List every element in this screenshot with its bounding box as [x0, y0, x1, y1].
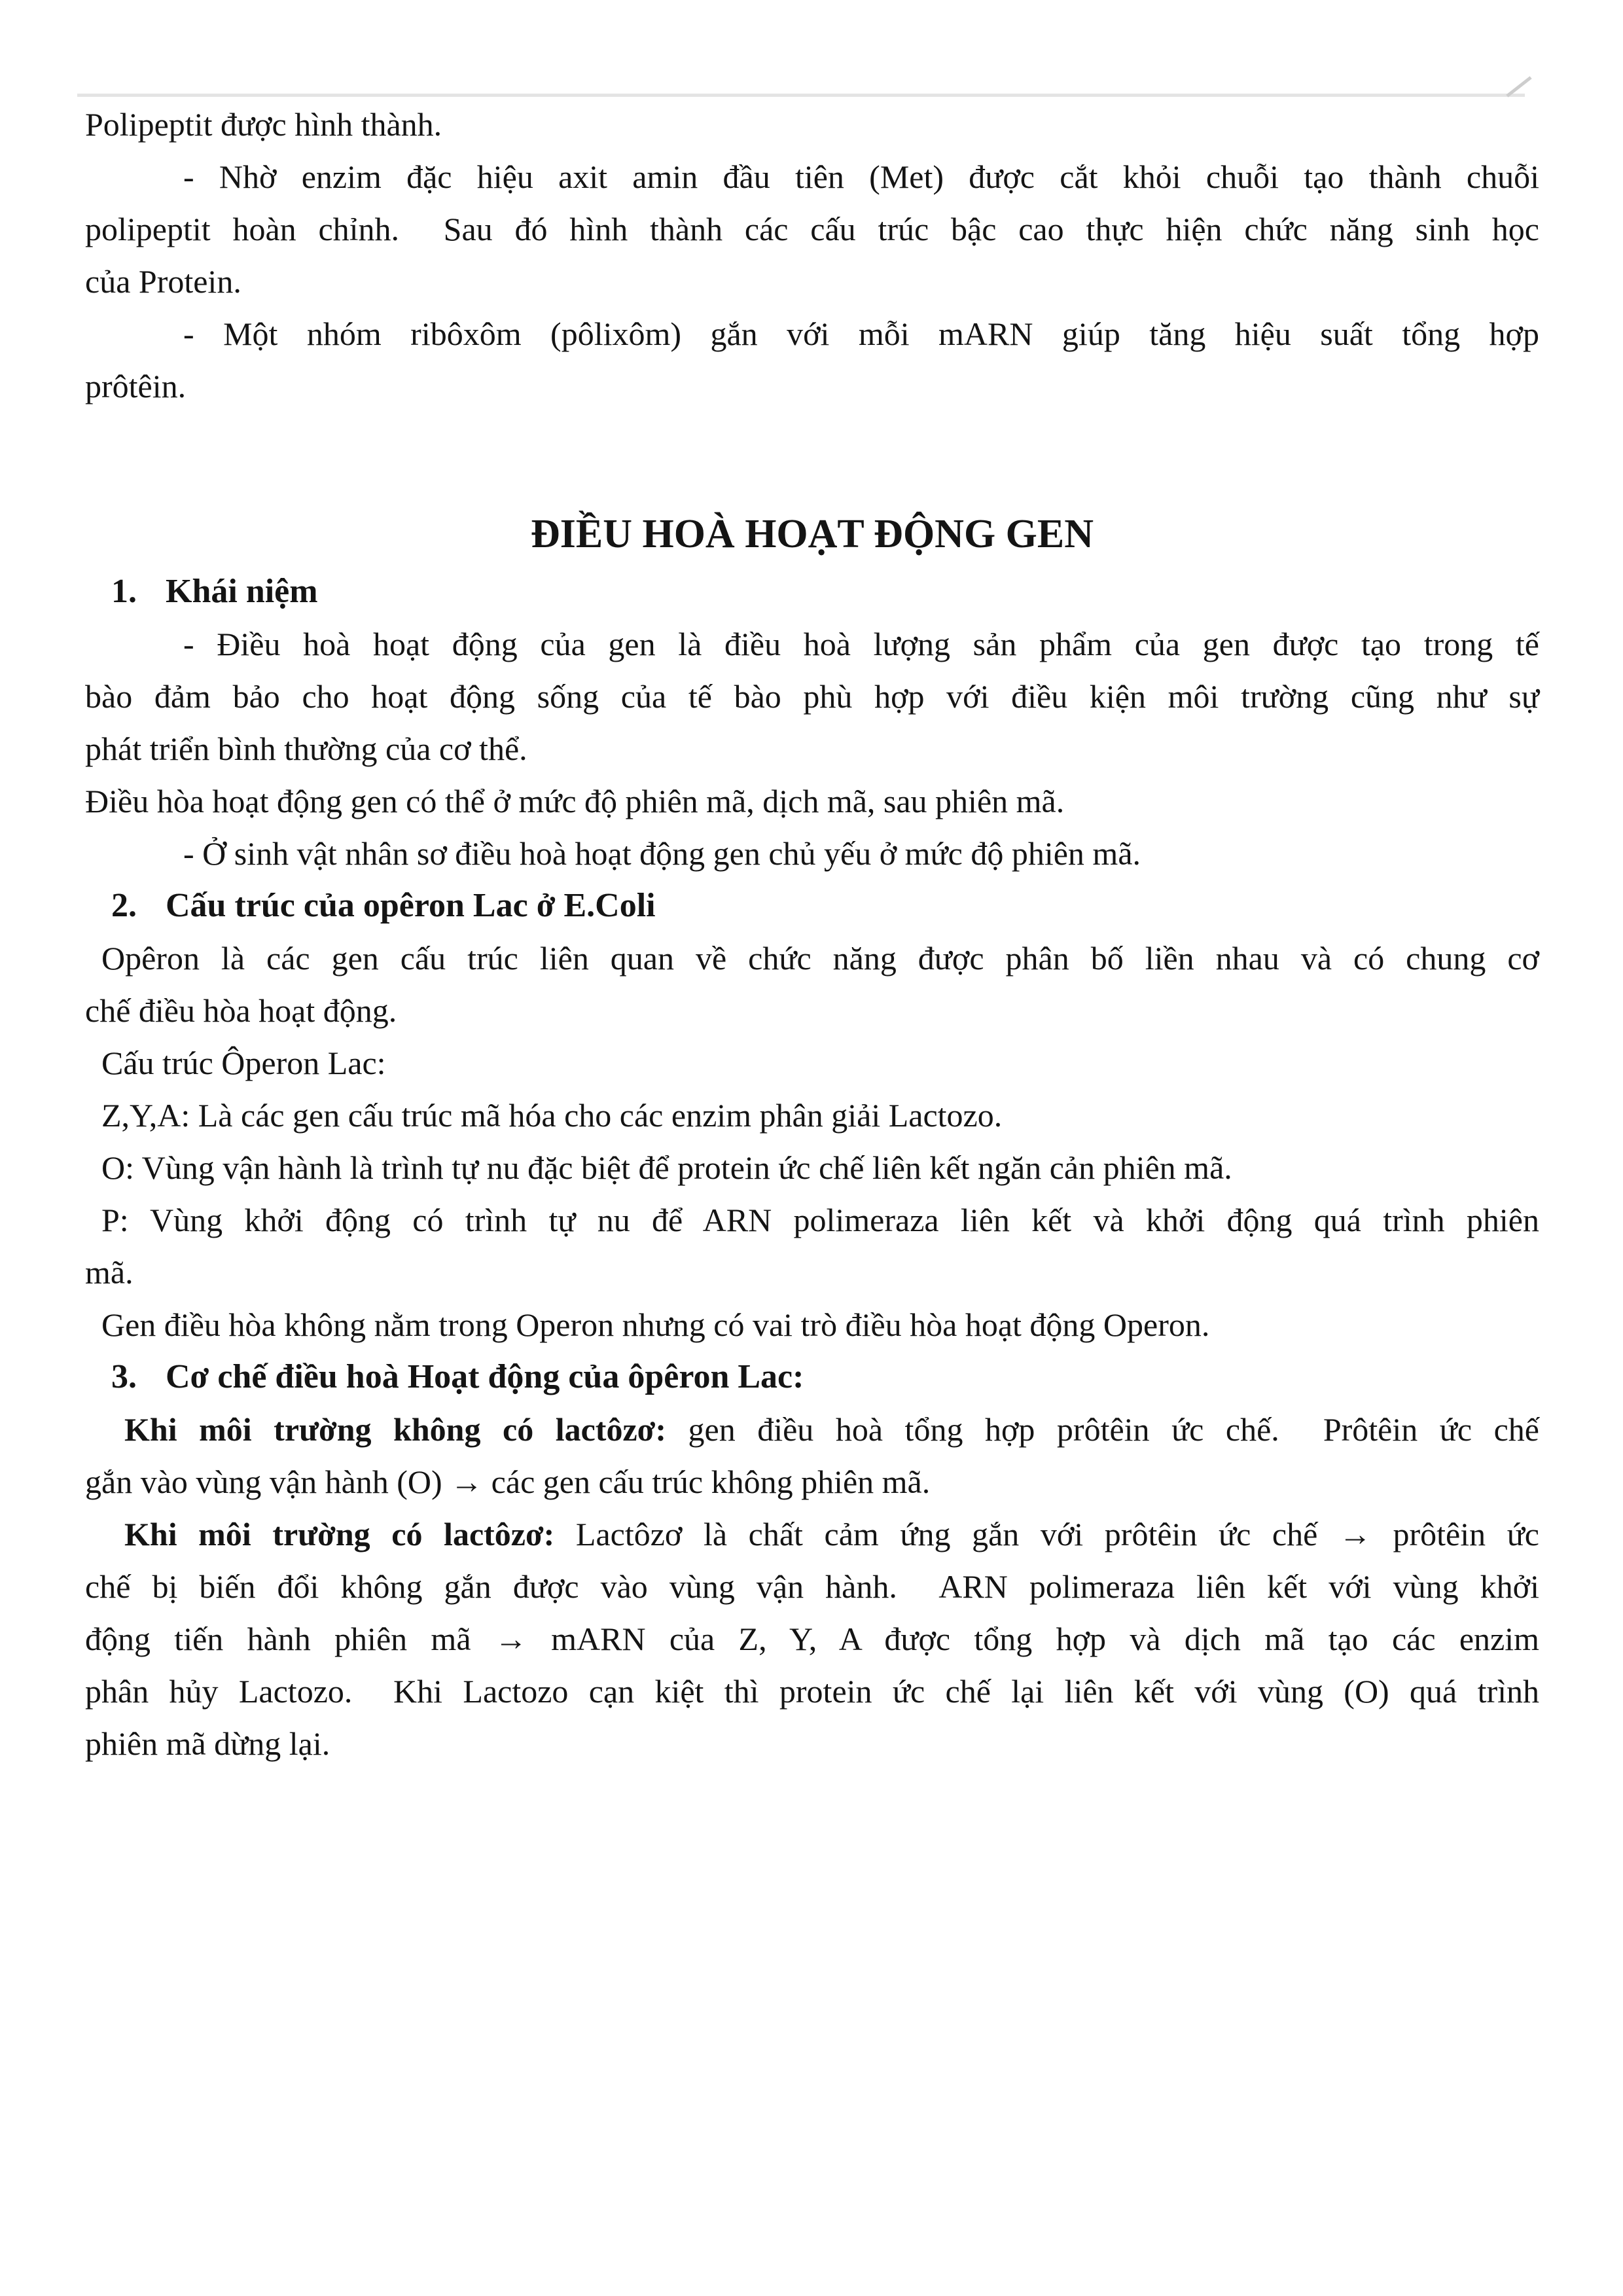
document-content	[85, 98, 1539, 1770]
paragraph-polipeptit	[85, 98, 1539, 151]
text-line: prôtêin.	[85, 368, 187, 404]
section-number: 1.	[111, 573, 137, 610]
section-title: Cấu trúc của opêron Lac ở E.Coli	[166, 887, 656, 924]
text-line: P: Vùng khởi động có trình tự nu để ARN polimeraza liên kết và khởi động quá trình phiên	[101, 1202, 1539, 1238]
text-line: phát triển bình thường của cơ thể.	[85, 730, 527, 767]
text-line: - Ở sinh vật nhân sơ điều hoà hoạt động gen chủ yếu ở mức độ phiên mã.	[183, 835, 1141, 872]
paragraph-riboxom	[85, 308, 1539, 412]
text-line: Polipeptit được hình thành.	[85, 106, 442, 143]
case-label-no-lactose: Khi môi trường không có lactôzơ:	[124, 1411, 666, 1448]
case-text: Lactôzơ là chất cảm ứng gắn với prôtêin ức chế → prôtêin ức	[554, 1516, 1539, 1552]
text-line	[85, 1508, 1539, 1560]
paragraph-cautruc-label	[85, 1037, 1539, 1089]
paragraph-vung-o	[85, 1141, 1539, 1194]
text-line: bào đảm bảo cho hoạt động sống của tế bào phù hợp với điều kiện môi trường cũng như sự	[85, 678, 1539, 715]
text-line: mã.	[85, 1254, 134, 1291]
paragraph-enzim	[85, 151, 1539, 308]
text-line: chế điều hòa hoạt động.	[85, 992, 397, 1029]
text-line: Opêron là các gen cấu trúc liên quan về chức năng được phân bố liền nhau và có chung cơ	[101, 940, 1539, 977]
section-heading-3	[111, 1351, 1539, 1403]
text-line: chế bị biến đổi không gắn được vào vùng vận hành. ARN polimeraza liên kết với vùng khởi	[85, 1568, 1539, 1605]
scan-artifact-line	[77, 94, 1525, 97]
section-heading-1	[111, 565, 1539, 618]
section-title: Khái niệm	[166, 573, 318, 610]
text-line: polipeptit hoàn chỉnh. Sau đó hình thành các cấu trúc bậc cao thực hiện chức năng sinh học	[85, 211, 1539, 247]
paragraph-co-lactozo	[85, 1508, 1539, 1770]
text-line: O: Vùng vận hành là trình tự nu đặc biệt để protein ức chế liên kết ngăn cản phiên mã.	[101, 1149, 1232, 1186]
text-line: - Điều hoà hoạt động của gen là điều hoà lượng sản phẩm của gen được tạo trong tế	[183, 626, 1539, 662]
text-line: Cấu trúc Ôperon Lac:	[101, 1045, 386, 1081]
text-line: phiên mã dừng lại.	[85, 1725, 330, 1762]
text-line: phân hủy Lactozo. Khi Lactozo cạn kiệt thì protein ức chế lại liên kết với vùng (O) quá trình	[85, 1673, 1539, 1710]
case-label-has-lactose: Khi môi trường có lactôzơ:	[124, 1516, 555, 1552]
case-text: gen điều hoà tổng hợp prôtêin ức chế. Prôtêin ức chế	[666, 1411, 1539, 1448]
section-title: Cơ chế điều hoà Hoạt động của ôpêron Lac:	[166, 1358, 804, 1395]
text-line: - Một nhóm ribôxôm (pôlixôm) gắn với mỗi mARN giúp tăng hiệu suất tổng hợp	[183, 315, 1539, 352]
section-heading-2	[111, 880, 1539, 932]
paragraph-nhanso	[85, 827, 1539, 880]
paragraph-khong-lactozo	[85, 1403, 1539, 1508]
text-line: Điều hòa hoạt động gen có thể ở mức độ phiên mã, dịch mã, sau phiên mã.	[85, 783, 1065, 819]
section-number: 3.	[111, 1358, 137, 1395]
paragraph-vung-p	[85, 1194, 1539, 1299]
paragraph-gen-zya	[85, 1089, 1539, 1141]
paragraph-khainiem-dinhnghia	[85, 618, 1539, 775]
text-line: gắn vào vùng vận hành (O) → các gen cấu trúc không phiên mã.	[85, 1463, 931, 1500]
text-line: - Nhờ enzim đặc hiệu axit amin đầu tiên (Met) được cắt khỏi chuỗi tạo thành chuỗi	[183, 158, 1539, 195]
document-title: ĐIỀU HOÀ HOẠT ĐỘNG GEN	[530, 512, 1094, 556]
text-line: động tiến hành phiên mã → mARN của Z, Y, A được tổng hợp và dịch mã tạo các enzim	[85, 1621, 1539, 1657]
text-line: Z,Y,A: Là các gen cấu trúc mã hóa cho các enzim phân giải Lactozo.	[101, 1097, 1003, 1134]
paragraph-gen-dieuhoa	[85, 1299, 1539, 1351]
paragraph-mucdo	[85, 775, 1539, 827]
paragraph-operon-dinhnghia	[85, 932, 1539, 1037]
section-number: 2.	[111, 887, 137, 924]
text-line	[85, 1403, 1539, 1456]
text-line: Gen điều hòa không nằm trong Operon nhưng có vai trò điều hòa hoạt động Operon.	[101, 1306, 1210, 1343]
text-line: của Protein.	[85, 263, 241, 300]
